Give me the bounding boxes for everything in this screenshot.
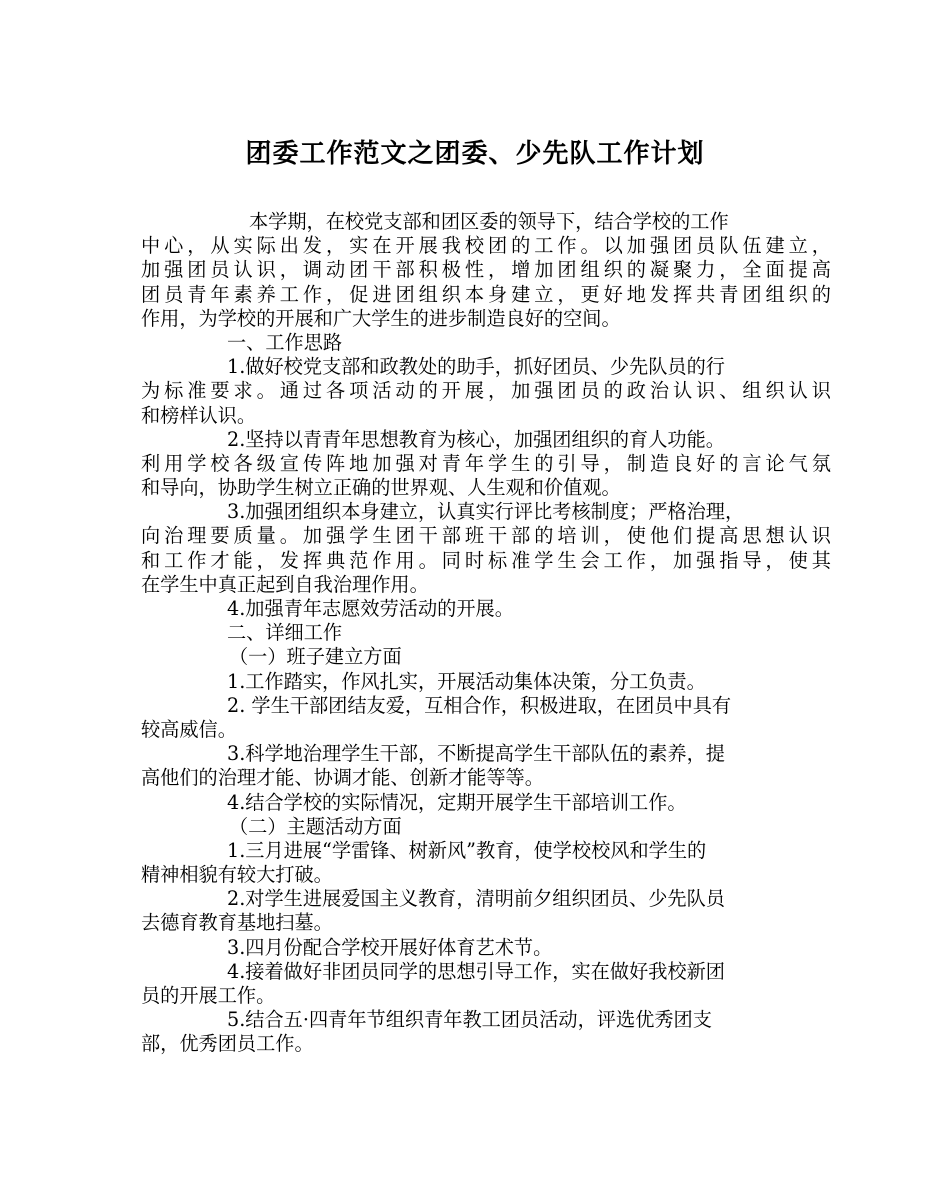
paragraph-line: 利用学校各级宣传阵地加强对青年学生的引导，制造良好的言论气氛 <box>141 451 831 475</box>
paragraph-line: 4.接着做好非团员同学的思想引导工作，实在做好我校新团 <box>227 959 725 983</box>
paragraph-line: 向治理要质量。加强学生团干部班干部的培训，使他们提高思想认识 <box>141 524 831 548</box>
paragraph-line: 为标准要求。通过各项活动的开展，加强团员的政治认识、组织认识 <box>141 379 831 403</box>
paragraph-line: 5.结合五·四青年节组织青年教工团员活动，评选优秀团支 <box>227 1008 712 1032</box>
paragraph-line: 去德育教育基地扫墓。 <box>141 911 333 935</box>
paragraph-line: 中心，从实际出发，实在开展我校团的工作。以加强团员队伍建立， <box>141 234 831 258</box>
paragraph-line: 3.科学地治理学生干部，不断提高学生干部队伍的素养，提 <box>227 742 725 766</box>
document-body <box>141 210 831 1057</box>
document-title: 团委工作范文之团委、少先队工作计划 <box>245 139 705 169</box>
paragraph-line: 和工作才能，发挥典范作用。同时标准学生会工作，加强指导，使其 <box>141 548 831 572</box>
subsection-heading: （一）班子建立方面 <box>229 645 402 669</box>
paragraph-line: 2.对学生进展爱国主义教育，清明前夕组织团员、少先队员 <box>227 887 725 911</box>
paragraph-line: 本学期，在校党支部和团区委的领导下，结合学校的工作 <box>249 210 729 233</box>
subsection-heading: （二）主题活动方面 <box>229 814 402 838</box>
paragraph-line: 在学生中真正起到自我治理作用。 <box>141 572 429 596</box>
paragraph-line: 1.做好校党支部和政教处的助手，抓好团员、少先队员的行 <box>227 355 725 379</box>
paragraph-line: 加强团员认识，调动团干部积极性，增加团组织的凝聚力，全面提高 <box>141 258 831 282</box>
paragraph-line: 较高威信。 <box>141 717 237 741</box>
paragraph-line: 4.加强青年志愿效劳活动的开展。 <box>227 597 514 620</box>
paragraph-line: 2. 学生干部团结友爱，互相合作，积极进取，在团员中具有 <box>227 693 732 717</box>
paragraph-line: 部，优秀团员工作。 <box>141 1032 314 1056</box>
paragraph-line: 2.坚持以青青年思想教育为核心，加强团组织的育人功能。 <box>227 427 725 451</box>
paragraph-line: 和榜样认识。 <box>141 403 257 427</box>
paragraph-line: 团员青年素养工作，促进团组织本身建立，更好地发挥共青团组织的 <box>141 282 831 306</box>
paragraph-line: 和导向，协助学生树立正确的世界观、人生观和价值观。 <box>141 476 621 500</box>
paragraph-line: 1.工作踏实，作风扎实，开展活动集体决策，分工负责。 <box>227 669 706 693</box>
paragraph-line: 4.结合学校的实际情况，定期开展学生干部培训工作。 <box>227 790 687 814</box>
section-heading: 二、详细工作 <box>227 621 343 645</box>
paragraph-line: 3.加强团组织本身建立，认真实行评比考核制度；严格治理， <box>227 500 745 524</box>
paragraph-line: 员的开展工作。 <box>141 984 276 1007</box>
paragraph-line: 精神相貌有较大打破。 <box>141 863 333 887</box>
paragraph-line: 作用，为学校的开展和广大学生的进步制造良好的空间。 <box>141 306 621 330</box>
paragraph-line: 3.四月份配合学校开展好体育艺术节。 <box>227 935 553 959</box>
paragraph-line: 高他们的治理才能、协调才能、创新才能等等。 <box>141 766 544 790</box>
paragraph-line: 1.三月进展“学雷锋、树新风”教育，使学校校风和学生的 <box>227 838 707 862</box>
section-heading: 一、工作思路 <box>227 330 343 354</box>
